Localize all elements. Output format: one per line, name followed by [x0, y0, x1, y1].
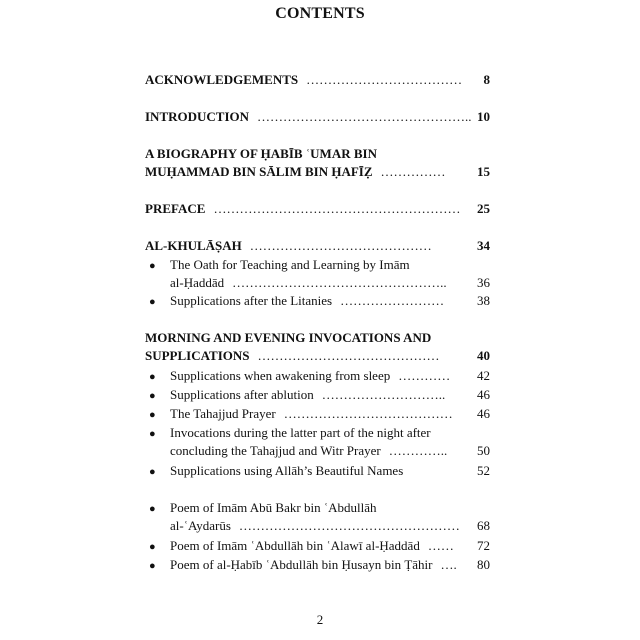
toc-label: AL-KHULĀṢAH — [145, 238, 242, 253]
contents-title: CONTENTS — [275, 5, 365, 22]
toc-page: 50 — [477, 443, 490, 458]
toc-leader: ………… — [398, 368, 451, 383]
toc-poem-tahir[interactable] — [170, 556, 490, 574]
toc-leader: ………………………………………….. — [232, 275, 447, 290]
toc-leader: …. — [440, 557, 457, 572]
toc-page: 46 — [477, 387, 490, 402]
toc-page: 42 — [477, 368, 490, 383]
toc-label: INTRODUCTION — [145, 109, 250, 124]
toc-page: 8 — [483, 72, 490, 87]
toc-acknowledgements[interactable] — [145, 71, 490, 89]
toc-preface[interactable] — [145, 200, 490, 218]
toc-label: Poem of al-Ḥabīb ʿAbdullāh bin Ḥusayn bin Ṭāhir — [170, 557, 433, 572]
toc-latter-night-line1[interactable] — [170, 424, 490, 442]
toc-poem-aydarus-line1[interactable] — [170, 499, 490, 517]
toc-label: The Tahajjud Prayer — [170, 406, 276, 421]
toc-label: MUḤAMMAD BIN SĀLIM BIN ḤAFĪẒ — [145, 164, 373, 179]
toc-poem-haddad[interactable] — [170, 537, 490, 555]
toc-label: A BIOGRAPHY OF ḤABĪB ʿUMAR BIN — [145, 146, 377, 161]
toc-label: MORNING AND EVENING INVOCATIONS AND — [145, 330, 432, 345]
toc-leader: …………………………………………… — [238, 518, 460, 533]
toc-biography-line2[interactable] — [145, 163, 490, 181]
toc-biography-line1[interactable] — [145, 145, 490, 163]
toc-label: concluding the Tahajjud and Witr Prayer — [170, 443, 381, 458]
toc-label: Supplications using Allāh’s Beautiful Names — [170, 463, 404, 478]
toc-beautiful-names[interactable] — [170, 462, 490, 480]
bullet-icon: ● — [149, 541, 156, 553]
toc-leader: ………………………………… — [283, 406, 453, 421]
toc-page: 40 — [477, 348, 490, 363]
toc-leader: …………………… — [340, 293, 445, 308]
toc-page: 52 — [477, 463, 490, 478]
toc-page: 34 — [477, 238, 490, 253]
toc-awakening[interactable] — [170, 367, 490, 385]
toc-label: al-ʿAydarūs — [170, 518, 231, 533]
toc-label: Supplications after the Litanies — [170, 293, 333, 308]
toc-leader: ………………………………………………… — [213, 201, 461, 216]
toc-tahajjud[interactable] — [170, 405, 490, 423]
bullet-icon: ● — [149, 503, 156, 515]
toc-oath-line1[interactable] — [170, 256, 490, 274]
toc-page: 72 — [477, 538, 490, 553]
toc-morning-evening-line2[interactable] — [145, 347, 490, 365]
toc-label: al-Ḥaddād — [170, 275, 225, 290]
toc-label: Poem of Imām Abū Bakr bin ʿAbdullāh — [170, 500, 377, 515]
bullet-icon: ● — [149, 371, 156, 383]
toc-label: Invocations during the latter part of the night after — [170, 425, 431, 440]
toc-morning-evening-line1[interactable] — [145, 329, 490, 347]
bullet-icon: ● — [149, 260, 156, 272]
toc-page: 25 — [477, 201, 490, 216]
toc-poem-aydarus-line2[interactable] — [170, 517, 490, 535]
bullet-icon: ● — [149, 390, 156, 402]
bullet-icon: ● — [149, 560, 156, 572]
toc-leader: …… — [427, 538, 454, 553]
toc-label: SUPPLICATIONS — [145, 348, 250, 363]
toc-label: ACKNOWLEDGEMENTS — [145, 72, 299, 87]
toc-page: 68 — [477, 518, 490, 533]
bullet-icon: ● — [149, 296, 156, 308]
toc-page: 10 — [477, 109, 490, 124]
toc-leader: ……………………….. — [321, 387, 446, 402]
toc-label: PREFACE — [145, 201, 206, 216]
toc-page: 36 — [477, 275, 490, 290]
toc-leader: ………………………………………….. — [257, 109, 472, 124]
toc-page: 80 — [477, 557, 490, 572]
toc-al-khulasah[interactable] — [145, 237, 490, 255]
toc-page: 15 — [477, 164, 490, 179]
toc-litanies[interactable] — [170, 292, 490, 310]
toc-leader: …………………………………… — [249, 238, 432, 253]
toc-leader: ………….. — [388, 443, 448, 458]
bullet-icon: ● — [149, 428, 156, 440]
toc-oath-line2[interactable] — [170, 274, 490, 292]
toc-leader: …………… — [380, 164, 446, 179]
page-number: 2 — [316, 612, 324, 627]
toc-label: Supplications after ablution — [170, 387, 314, 402]
toc-introduction[interactable] — [145, 108, 490, 126]
toc-ablution[interactable] — [170, 386, 490, 404]
toc-label: The Oath for Teaching and Learning by Imām — [170, 257, 410, 272]
toc-leader: ……………………………… — [306, 72, 463, 87]
toc-label: Supplications when awakening from sleep — [170, 368, 391, 383]
toc-label: Poem of Imām ʿAbdullāh bin ʿAlawī al-Ḥaddād — [170, 538, 420, 553]
bullet-icon: ● — [149, 466, 156, 478]
toc-leader: …………………………………… — [257, 348, 440, 363]
toc-page: 38 — [477, 293, 490, 308]
bullet-icon: ● — [149, 409, 156, 421]
toc-latter-night-line2[interactable] — [170, 442, 490, 460]
toc-page: 46 — [477, 406, 490, 421]
